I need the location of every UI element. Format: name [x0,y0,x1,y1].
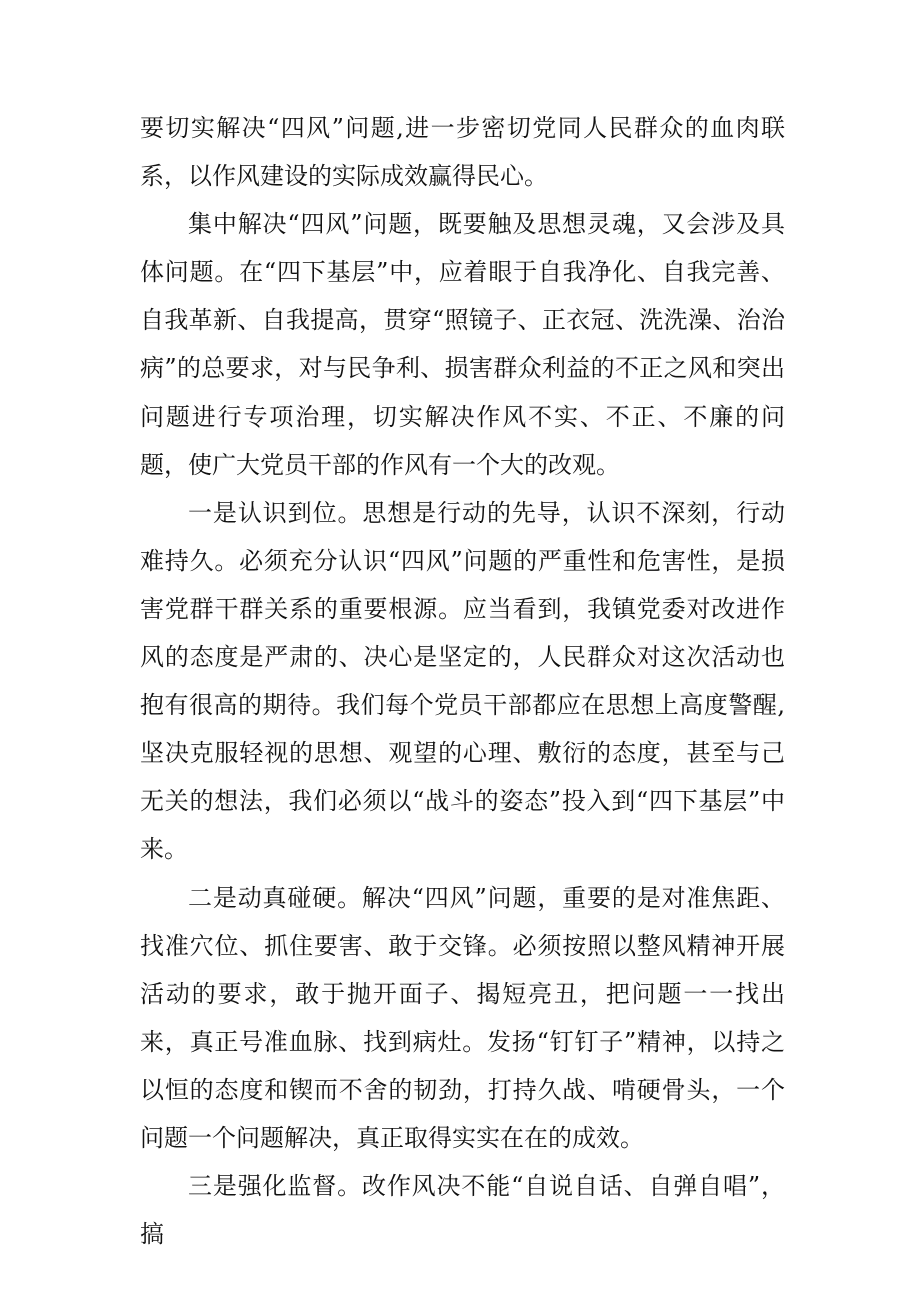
paragraph-continuation: 要切实解决“四风”问题,进一步密切党同人民群众的血肉联系，以作风建设的实际成效赢得民心。 [140,114,785,191]
paragraph-focus-four-winds: 集中解决“四风”问题，既要触及思想灵魂，又会涉及具体问题。在“四下基层”中，应着眼于自我净化、自我完善、自我革新、自我提高，贯穿“照镜子、正衣冠、洗洗澡、治治病”的总要求，对与民争利、损害群众利益的不正之风和突出问题进行专项治理，切实解决作风不实、不正、不廉的问题，使广大党员干部的作风有一个大的改观。 [140,210,785,479]
paragraph-point-three-supervision: 三是强化监督。改作风决不能“自说自话、自弹自唱”，搞 [140,1172,785,1249]
paragraph-point-two-earnest: 二是动真碰硬。解决“四风”问题，重要的是对准焦距、找准穴位、抓住要害、敢于交锋。必须按照以整风精神开展活动的要求，敢于抛开面子、揭短亮丑，把问题一一找出来，真正号准血脉、找到病灶。发扬“钉钉子”精神，以持之以恒的态度和锲而不舍的韧劲，打持久战、啃硬骨头，一个问题一个问题解决，真正取得实实在在的成效。 [140,883,785,1152]
paragraph-point-one-awareness: 一是认识到位。思想是行动的先导，认识不深刻，行动难持久。必须充分认识“四风”问题的严重性和危害性，是损害党群干群关系的重要根源。应当看到，我镇党委对改进作风的态度是严肃的、决心是坚定的，人民群众对这次活动也抱有很高的期待。我们每个党员干部都应在思想上高度警醒,坚决克服轻视的思想、观望的心理、敷衍的态度，甚至与己无关的想法，我们必须以“战斗的姿态”投入到“四下基层”中来。 [140,498,785,864]
document-body [140,104,785,1258]
